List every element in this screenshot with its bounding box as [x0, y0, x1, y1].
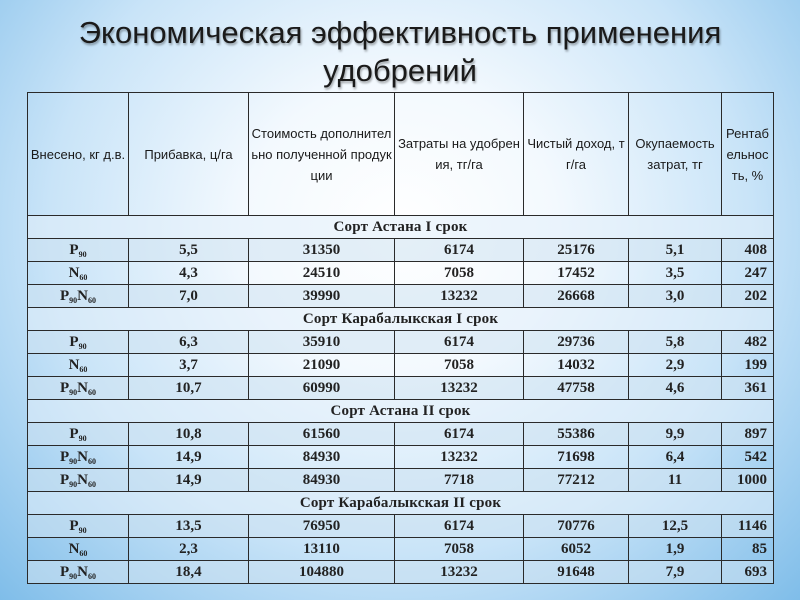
header-applied: Внесено, кг д.в. [28, 93, 129, 216]
cell-additional-product-cost: 84930 [249, 469, 395, 492]
cell-yield-increase: 13,5 [129, 515, 249, 538]
cell-fertilizer-costs: 13232 [395, 561, 524, 584]
cell-payback: 1,9 [629, 538, 722, 561]
cell-fertilizer-costs: 6174 [395, 423, 524, 446]
cell-net-income: 14032 [524, 354, 629, 377]
cell-profitability: 408 [722, 239, 774, 262]
table-row [28, 446, 774, 469]
cell-profitability: 199 [722, 354, 774, 377]
cell-payback: 4,6 [629, 377, 722, 400]
nutrient-symbol: N [77, 380, 88, 396]
cell-payback: 5,8 [629, 331, 722, 354]
nutrient-dose: 90 [69, 296, 78, 305]
cell-payback: 11 [629, 469, 722, 492]
cell-payback: 5,1 [629, 239, 722, 262]
table-row [28, 239, 774, 262]
cell-additional-product-cost: 84930 [249, 446, 395, 469]
cell-applied [28, 331, 129, 354]
nutrient-dose: 60 [79, 365, 88, 374]
cell-net-income: 29736 [524, 331, 629, 354]
nutrient-dose: 60 [88, 572, 96, 581]
cell-profitability: 482 [722, 331, 774, 354]
cell-fertilizer-costs: 7058 [395, 262, 524, 285]
nutrient-dose: 90 [78, 342, 87, 351]
table-row [28, 285, 774, 308]
cell-fertilizer-costs: 13232 [395, 285, 524, 308]
nutrient-symbol: N [68, 541, 80, 557]
cell-profitability: 1146 [722, 515, 774, 538]
cell-payback: 12,5 [629, 515, 722, 538]
section-title: Сорт Карабалыкская II срок [28, 492, 774, 515]
cell-applied [28, 446, 129, 469]
cell-applied [28, 423, 129, 446]
cell-additional-product-cost: 61560 [249, 423, 395, 446]
cell-applied [28, 469, 129, 492]
cell-yield-increase: 2,3 [129, 538, 249, 561]
cell-net-income: 26668 [524, 285, 629, 308]
cell-applied [28, 538, 129, 561]
cell-fertilizer-costs: 6174 [395, 331, 524, 354]
cell-net-income: 6052 [524, 538, 629, 561]
cell-net-income: 17452 [524, 262, 629, 285]
nutrient-symbol: N [77, 288, 88, 304]
section-row [28, 308, 774, 331]
cell-net-income: 91648 [524, 561, 629, 584]
table-row [28, 262, 774, 285]
section-title: Сорт Карабалыкская I срок [28, 308, 774, 331]
cell-net-income: 71698 [524, 446, 629, 469]
cell-fertilizer-costs: 6174 [395, 239, 524, 262]
cell-yield-increase: 7,0 [129, 285, 249, 308]
nutrient-dose: 90 [78, 434, 87, 443]
cell-yield-increase: 18,4 [129, 561, 249, 584]
cell-yield-increase: 10,8 [129, 423, 249, 446]
cell-profitability: 542 [722, 446, 774, 469]
cell-payback: 7,9 [629, 561, 722, 584]
nutrient-dose: 90 [69, 388, 78, 397]
cell-yield-increase: 6,3 [129, 331, 249, 354]
section-row [28, 216, 774, 239]
nutrient-symbol: N [77, 564, 88, 580]
cell-fertilizer-costs: 13232 [395, 446, 524, 469]
header-row [28, 93, 774, 216]
cell-fertilizer-costs: 7718 [395, 469, 524, 492]
cell-additional-product-cost: 60990 [249, 377, 395, 400]
slide-title [0, 14, 800, 90]
cell-payback: 6,4 [629, 446, 722, 469]
cell-payback: 3,0 [629, 285, 722, 308]
cell-payback: 3,5 [629, 262, 722, 285]
cell-profitability: 202 [722, 285, 774, 308]
cell-applied [28, 515, 129, 538]
cell-applied [28, 354, 129, 377]
cell-additional-product-cost: 104880 [249, 561, 395, 584]
cell-yield-increase: 4,3 [129, 262, 249, 285]
header-profitability: Рентабельность, % [722, 93, 774, 216]
table-body [28, 216, 774, 584]
nutrient-dose: 60 [88, 480, 96, 489]
cell-applied [28, 262, 129, 285]
section-row [28, 400, 774, 423]
nutrient-symbol: P [69, 426, 79, 442]
nutrient-symbol: N [68, 265, 80, 281]
section-row [28, 492, 774, 515]
section-title: Сорт Астана I срок [28, 216, 774, 239]
header-additional-product-cost: Стоимость дополнительно полученной продукции [249, 93, 395, 216]
cell-applied [28, 561, 129, 584]
cell-yield-increase: 14,9 [129, 469, 249, 492]
table-row [28, 561, 774, 584]
cell-additional-product-cost: 24510 [249, 262, 395, 285]
nutrient-dose: 90 [69, 572, 78, 581]
cell-profitability: 897 [722, 423, 774, 446]
header-payback: Окупаемость затрат, тг [629, 93, 722, 216]
nutrient-dose: 60 [79, 549, 88, 558]
nutrient-symbol: P [59, 380, 70, 396]
cell-yield-increase: 14,9 [129, 446, 249, 469]
cell-applied [28, 377, 129, 400]
cell-additional-product-cost: 31350 [249, 239, 395, 262]
nutrient-symbol: N [77, 449, 88, 465]
table-row [28, 469, 774, 492]
nutrient-symbol: P [59, 472, 70, 488]
section-title: Сорт Астана II срок [28, 400, 774, 423]
cell-profitability: 85 [722, 538, 774, 561]
cell-net-income: 77212 [524, 469, 629, 492]
table-row [28, 331, 774, 354]
cell-additional-product-cost: 76950 [249, 515, 395, 538]
table-row [28, 423, 774, 446]
cell-yield-increase: 3,7 [129, 354, 249, 377]
cell-additional-product-cost: 39990 [249, 285, 395, 308]
nutrient-symbol: N [68, 357, 80, 373]
cell-applied [28, 239, 129, 262]
table-row [28, 538, 774, 561]
nutrient-dose: 90 [78, 526, 87, 535]
cell-net-income: 55386 [524, 423, 629, 446]
cell-additional-product-cost: 13110 [249, 538, 395, 561]
table-row [28, 377, 774, 400]
nutrient-symbol: P [69, 518, 79, 534]
nutrient-dose: 60 [79, 273, 88, 282]
cell-yield-increase: 10,7 [129, 377, 249, 400]
cell-payback: 2,9 [629, 354, 722, 377]
efficiency-table [27, 92, 774, 584]
cell-profitability: 1000 [722, 469, 774, 492]
nutrient-dose: 90 [69, 480, 78, 489]
nutrient-dose: 60 [88, 388, 96, 397]
nutrient-symbol: P [69, 242, 79, 258]
table-row [28, 515, 774, 538]
cell-profitability: 693 [722, 561, 774, 584]
nutrient-symbol: P [59, 449, 70, 465]
cell-fertilizer-costs: 13232 [395, 377, 524, 400]
nutrient-symbol: P [69, 334, 79, 350]
cell-net-income: 47758 [524, 377, 629, 400]
slide-title-line-2: удобрений [323, 53, 477, 88]
cell-yield-increase: 5,5 [129, 239, 249, 262]
cell-payback: 9,9 [629, 423, 722, 446]
table-row [28, 354, 774, 377]
cell-fertilizer-costs: 6174 [395, 515, 524, 538]
cell-net-income: 70776 [524, 515, 629, 538]
cell-fertilizer-costs: 7058 [395, 354, 524, 377]
cell-fertilizer-costs: 7058 [395, 538, 524, 561]
cell-additional-product-cost: 21090 [249, 354, 395, 377]
header-yield-increase: Прибавка, ц/га [129, 93, 249, 216]
header-fertilizer-costs: Затраты на удобрения, тг/га [395, 93, 524, 216]
nutrient-dose: 90 [78, 250, 87, 259]
cell-additional-product-cost: 35910 [249, 331, 395, 354]
header-net-income: Чистый доход, тг/га [524, 93, 629, 216]
nutrient-dose: 90 [69, 457, 78, 466]
nutrient-symbol: N [77, 472, 88, 488]
nutrient-symbol: P [59, 564, 70, 580]
nutrient-dose: 60 [88, 296, 96, 305]
cell-applied [28, 285, 129, 308]
cell-profitability: 361 [722, 377, 774, 400]
cell-profitability: 247 [722, 262, 774, 285]
slide-title-line-1: Экономическая эффективность применения [78, 15, 722, 50]
nutrient-dose: 60 [88, 457, 96, 466]
cell-net-income: 25176 [524, 239, 629, 262]
nutrient-symbol: P [59, 288, 70, 304]
